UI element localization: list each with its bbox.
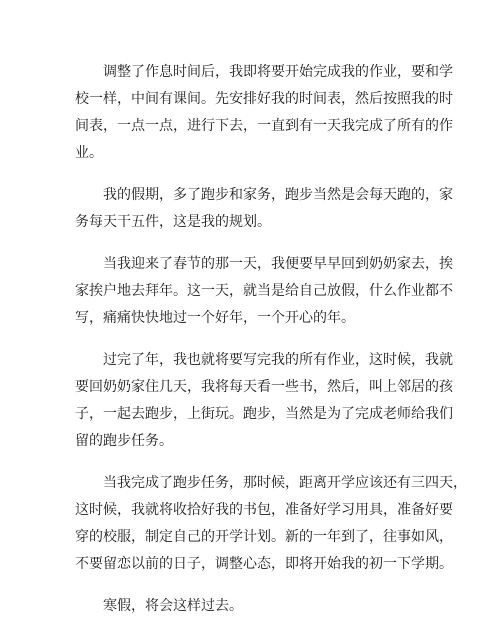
text-line: 写，痛痛快快地过一个好年，一个开心的年。: [75, 310, 355, 326]
paragraph-6: [75, 593, 425, 620]
paragraph-3: [75, 251, 453, 332]
text-line: 子，一起去跑步，上街玩。跑步，当然是为了完成老师给我们: [75, 406, 453, 422]
text-line: 我的假期，多了跑步和家务，跑步当然是会每天跑的，家: [103, 187, 453, 203]
paragraph-4: [75, 347, 453, 455]
text-line: 务每天干五件，这是我的规划。: [75, 214, 271, 230]
text-line: 要回奶奶家住几天，我将每天看一些书，然后，叫上邻居的孩: [75, 379, 453, 395]
text-line: 留的跑步任务。: [75, 433, 173, 449]
text-line: 不要留恋以前的日子，调整心态，即将开始我的初一下学期。: [75, 556, 453, 572]
text-line: 业。: [75, 145, 103, 161]
text-line: 调整了作息时间后，我即将要开始完成我的作业，要和学: [103, 64, 453, 80]
text-line: 寒假，将会这样过去。: [103, 598, 243, 614]
text-line: 这时候，我就将收拾好我的书包，准备好学习用具，准备好要: [75, 502, 453, 518]
text-line: 间表，一点一点，进行下去，一直到有一天我完成了所有的作: [75, 118, 453, 134]
paragraph-1: [75, 59, 453, 167]
text-line: 当我完成了跑步任务，那时候，距离开学应该还有三四天，: [103, 475, 467, 491]
text-line: 当我迎来了春节的那一天，我便要早早回到奶奶家去，挨: [103, 256, 453, 272]
paragraph-2: [75, 182, 453, 236]
text-line: 家挨户地去拜年。这一天，就当是给自己放假，什么作业都不: [75, 283, 453, 299]
text-line: 穿的校服，制定自己的开学计划。新的一年到了，往事如风，: [75, 529, 453, 545]
paragraph-5: [75, 470, 467, 578]
text-line: 过完了年，我也就将要写完我的所有作业，这时候，我就: [103, 352, 453, 368]
text-line: 校一样，中间有课间。先安排好我的时间表，然后按照我的时: [75, 91, 453, 107]
document-body: [75, 59, 467, 620]
